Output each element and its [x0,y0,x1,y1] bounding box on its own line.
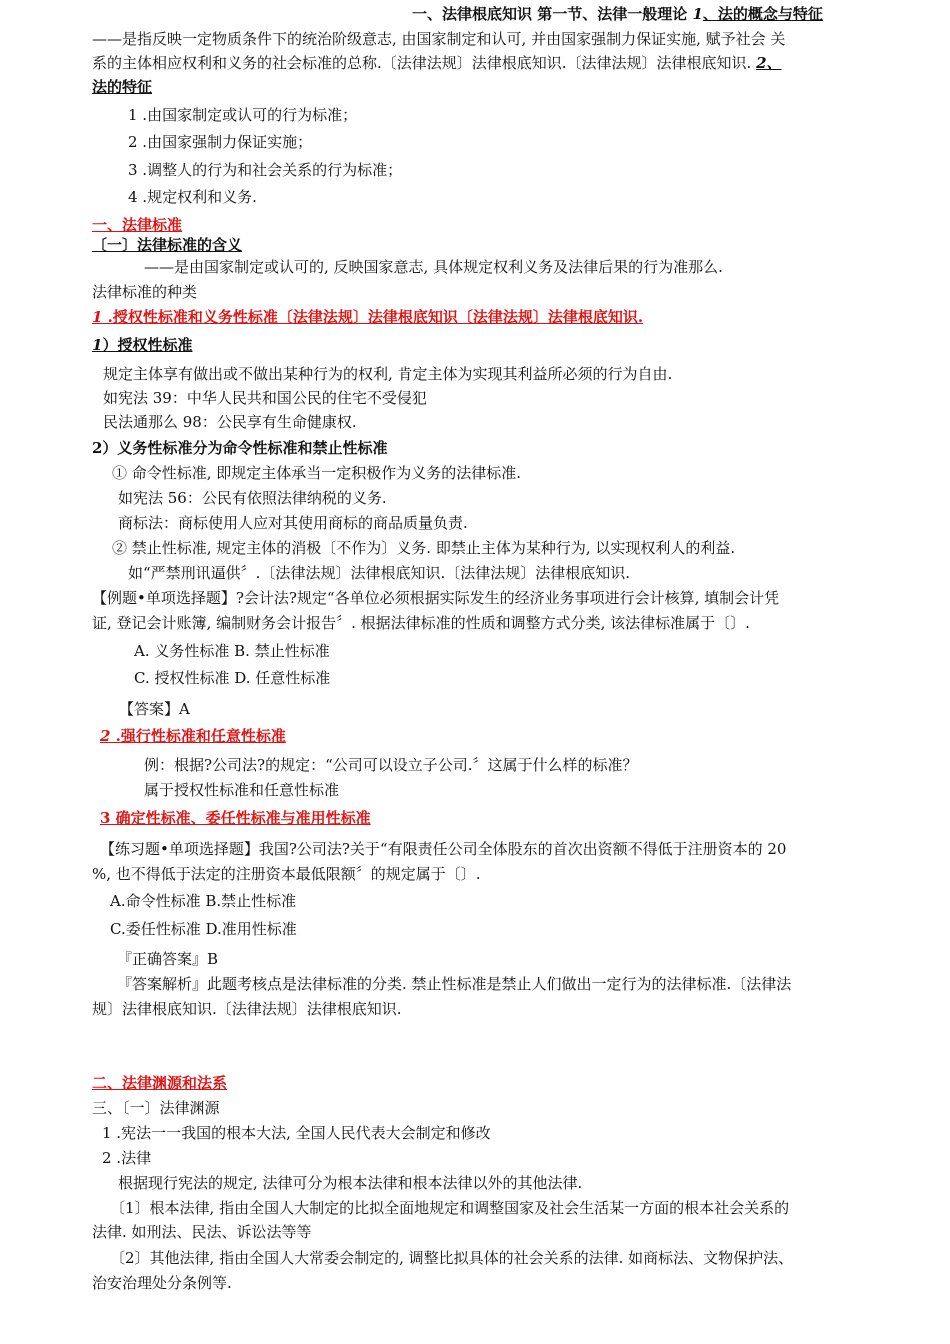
prohibitive-norm-example: 如“严禁刑讯逼供〞.〔法律法规〕法律根底知识.〔法律法规〕法律根底知识. [128,564,630,582]
other-law-line-1: 〔2〕其他法律, 指由全国人大常委会制定的, 调整比拟具体的社会关系的法律. 如商标法、文物保护法、 [110,1249,794,1267]
command-norm-definition: ① 命令性标准, 即规定主体承当一定积极作为义务的法律标准. [112,464,522,482]
example-question-line-2: 证, 登记会计账簿, 编制财务会计报告〞. 根据法律标准的性质和调整方式分类, 该法律标准属于〔〕. [92,614,750,632]
example-options-cd: C. 授权性标准 D. 任意性标准 [134,669,331,687]
title-rest: 、法的概念与特征 [702,5,823,23]
subsection-heading-meaning: 〔一〕法律标准的含义 [92,236,243,254]
kind-3-heading: 3 确定性标准、委任性标准与准用性标准 [100,809,371,827]
authorizing-norm-number: 1 [92,336,103,354]
command-norm-example-2: 商标法：商标使用人应对其使用商标的商品质量负责. [118,514,468,532]
intro-line-1: ——是指反映一定物质条件下的统治阶级意志, 由国家制定和认可, 并由国家强制力保证实施, 赋予社会 关 [92,30,786,48]
kind-2-answer: 属于授权性标准和任意性标准 [144,781,340,799]
command-norm-example-1: 如宪法 56：公民有依照法律纳税的义务. [118,489,387,507]
example-answer: 【答案】A [119,700,190,718]
intro-heading-number: 2、 [756,54,782,72]
kind-1-heading [92,306,643,328]
intro-line-2-text: 系的主体相应权利和义务的社会标准的总称.〔法律法规〕法律根底知识.〔法律法规〕法律根底知识. [92,54,757,72]
exercise-question-line-2: %, 也不得低于法定的注册资本最低限额〞的规定属于〔〕. [92,865,481,883]
exercise-options-ab: A.命令性标准 B.禁止性标准 [110,892,297,910]
section-heading-sources: 二、法律渊源和法系 [92,1074,228,1092]
kind-2-number: 2 [100,727,111,745]
features-heading: 法的特征 [92,78,153,96]
kind-2-heading [100,725,286,747]
exercise-analysis-line-1: 『答案解析』此题考核点是法律标准的分类. 禁止性标准是禁止人们做出一定行为的法律标准.〔法律法 [117,975,792,993]
section-heading-legal-norms: 一、法律标准 [92,216,183,234]
feature-item-4: 4 .规定权利和义务. [128,188,257,206]
kind-1-title: .授权性标准和义务性标准〔法律法规〕法律根底知识〔法律法规〕法律根底知识. [102,308,644,326]
norm-definition: ——是由国家制定或认可的, 反映国家意志, 具体规定权利义务及法律后果的行为准那么. [144,258,723,276]
duty-norm-heading: 2）义务性标准分为命令性标准和禁止性标准 [92,439,388,457]
feature-item-3: 3 .调整人的行为和社会关系的行为标准； [128,161,403,179]
authorizing-norm-definition: 规定主体享有做出或不做出某种行为的权利, 肯定主体为实现其利益所必须的行为自由. [103,365,673,383]
other-law-line-2: 治安治理处分条例等. [92,1274,232,1292]
feature-item-2: 2 .由国家强制力保证实施； [128,133,313,151]
authorizing-norm-example-2: 民法通那么 98：公民享有生命健康权. [103,413,357,431]
source-item-1: 1 .宪法一一我国的根本大法, 全国人民代表大会制定和修改 [102,1124,491,1142]
kind-1-number: 1 [92,308,103,326]
kind-2-title: .强行性标准和任意性标准 [110,727,286,745]
example-question-line-1: 【例题•单项选择题】?会计法?规定“各单位必须根据实际发生的经济业务事项进行会计核算, 填制会计凭 [92,589,780,607]
feature-item-1: 1 .由国家制定或认可的行为标准； [128,106,358,124]
kind-2-example: 例：根据?公司法?的规定：“公司可以设立子公司.〞这属于什么样的标准？ [144,756,638,774]
subsection-heading-sources: 三、〔一〕法律渊源 [92,1099,220,1117]
exercise-options-cd: C.委任性标准 D.准用性标准 [110,920,297,938]
authorizing-norm-title: ）授权性标准 [102,336,193,354]
source-item-2-description: 根据现行宪法的规定, 法律可分为根本法律和根本法律以外的其他法律. [118,1174,583,1192]
authorizing-norm-heading [92,334,192,356]
prohibitive-norm-definition: ② 禁止性标准, 规定主体的消极〔不作为〕义务. 即禁止主体为某种行为, 以实现权利人的利益. [112,539,736,557]
source-item-2: 2 .法律 [102,1149,152,1167]
page-title [412,3,823,25]
example-options-ab: A. 义务性标准 B. 禁止性标准 [134,642,330,660]
exercise-answer: 『正确答案』B [117,950,219,968]
title-prefix: 一、法律根底知识 第一节、法律一般理论 [412,5,693,23]
exercise-question-line-1: 【练习题•单项选择题】我国?公司法?关于“有限责任公司全体股东的首次出资额不得低于注册资本的 20 [100,840,787,858]
intro-line-2 [92,52,782,74]
basic-law-line-1: 〔1〕根本法律, 指由全国人大制定的比拟全面地规定和调整国家及社会生活某一方面的根本社会关系的 [110,1199,790,1217]
exercise-analysis-line-2: 规〕法律根底知识.〔法律法规〕法律根底知识. [92,1000,402,1018]
norm-kinds-label: 法律标准的种类 [92,283,198,301]
title-number: 1 [692,5,703,23]
basic-law-line-2: 法律. 如刑法、民法、诉讼法等等 [92,1223,312,1241]
authorizing-norm-example-1: 如宪法 39：中华人民共和国公民的住宅不受侵犯 [103,389,427,407]
